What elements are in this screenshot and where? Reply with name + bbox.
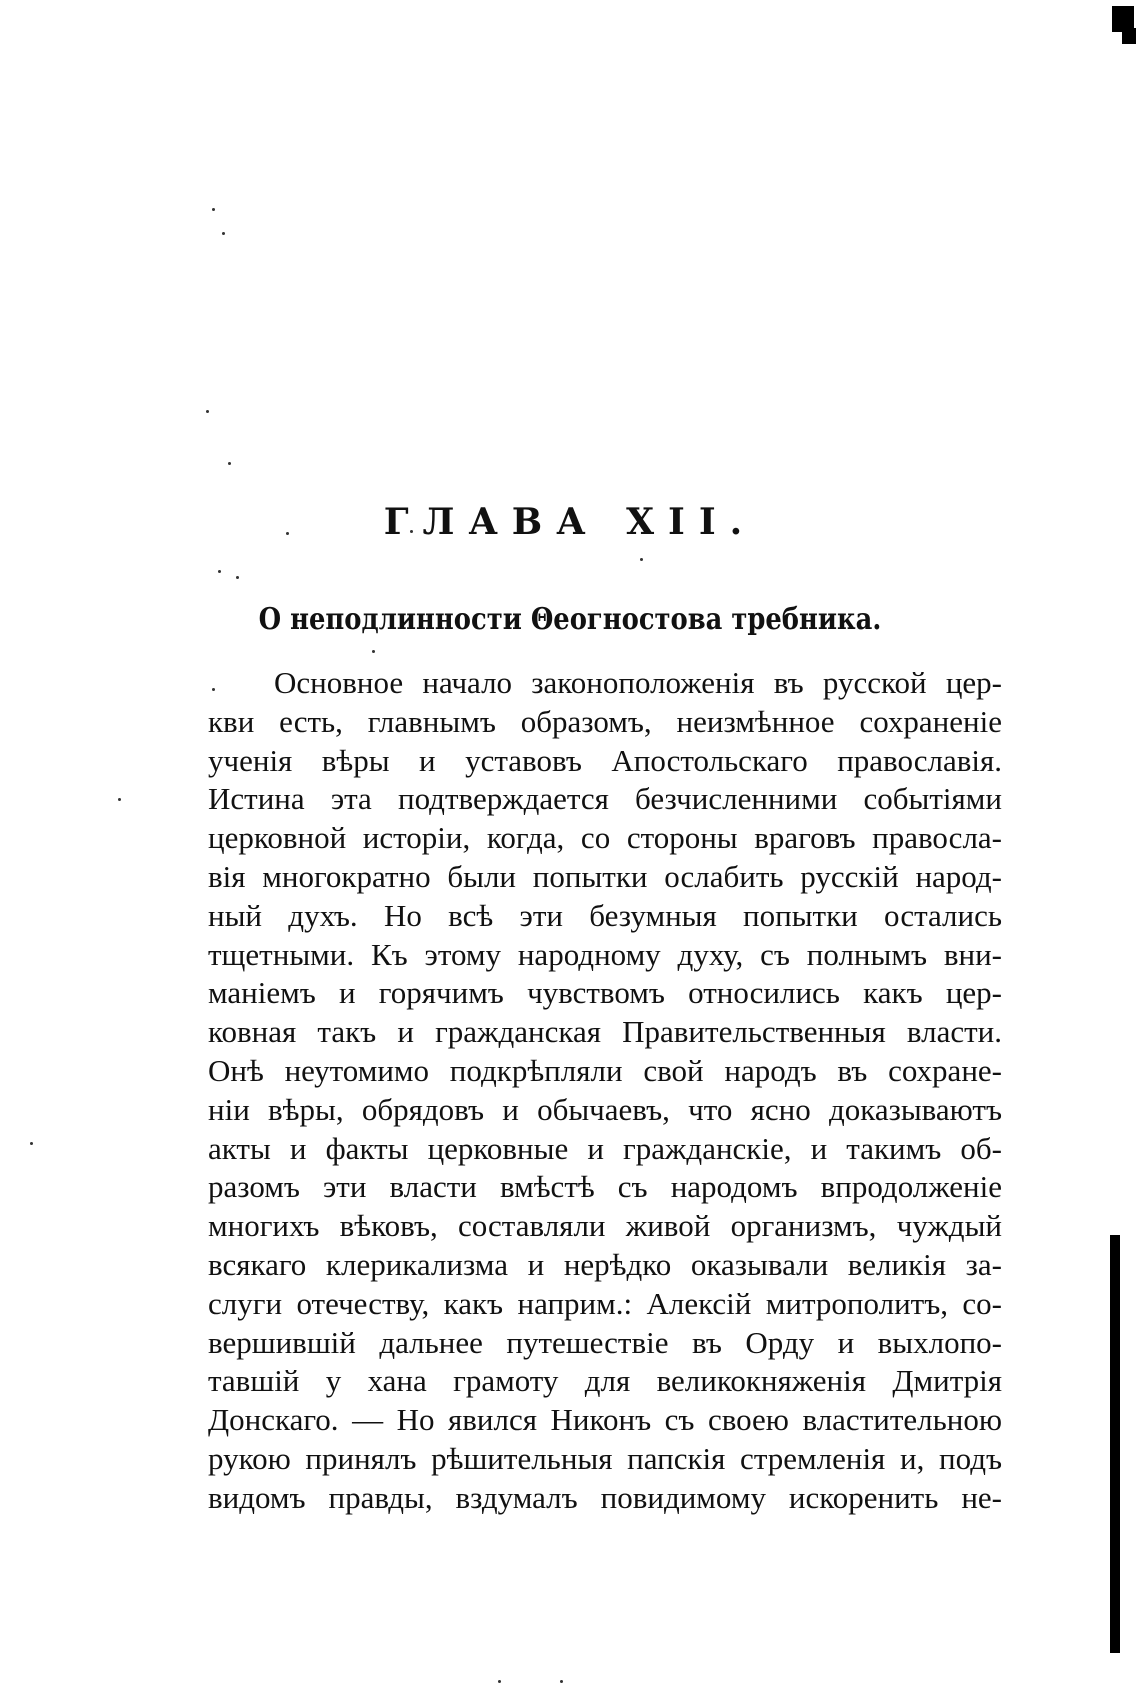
chapter-title: О неподлинности Θеогностова требника. bbox=[258, 602, 882, 637]
scan-speck bbox=[640, 558, 643, 561]
text-line: тавшій у хана грамоту для великокняженія Дмитрія bbox=[208, 1363, 1002, 1399]
text-line: акты и факты церковные и гражданскіе, и такимъ об- bbox=[208, 1130, 1002, 1166]
scan-speck bbox=[498, 1680, 501, 1683]
scan-speck bbox=[218, 570, 221, 573]
text-line: разомъ эти власти вмѣстѣ съ народомъ впродолженіе bbox=[208, 1169, 1002, 1205]
text-line: слуги отечеству, какъ наприм.: Алексій митрополитъ, со- bbox=[208, 1285, 1002, 1321]
text-line: ученія вѣры и уставовъ Апостольскаго православія. bbox=[208, 742, 1002, 778]
scan-edge-bar bbox=[1110, 1235, 1120, 1653]
text-line: ковная такъ и гражданская Правительственныя власти. bbox=[208, 1014, 1002, 1050]
scan-speck bbox=[560, 1680, 563, 1683]
scan-speck bbox=[236, 576, 239, 579]
text-line: ный духъ. Но всѣ эти безумныя попытки остались bbox=[208, 897, 1002, 933]
text-line: рукою принялъ рѣшительныя папскія стремленія и, подъ bbox=[208, 1440, 1002, 1476]
text-line: маніемъ и горячимъ чувствомъ относились какъ цер- bbox=[208, 975, 1002, 1011]
text-line: Истина эта подтверждается безчисленними событіями bbox=[208, 781, 1002, 817]
text-line: Основное начало законоположенія въ русской цер- bbox=[274, 665, 1002, 700]
text-line: кви есть, главнымъ образомъ, неизмѣнное сохраненіе bbox=[208, 703, 1002, 739]
text-line: многихъ вѣковъ, составляли живой организмъ, чуждый bbox=[208, 1208, 1002, 1244]
text-line: тщетными. Къ этому народному духу, съ полнымъ вни- bbox=[208, 936, 1002, 972]
text-line: всякаго клерикализма и нерѣдко оказывали великія за- bbox=[208, 1246, 1002, 1282]
text-line: вія многократно были попытки ослабить русскій народ- bbox=[208, 858, 1002, 894]
scan-speck bbox=[212, 208, 215, 211]
body-text bbox=[208, 664, 1002, 1518]
scan-speck bbox=[372, 650, 375, 653]
text-line: церковной исторіи, когда, со стороны враговъ правосла- bbox=[208, 820, 1002, 856]
scan-speck bbox=[228, 462, 231, 465]
text-line: Донскаго. — Но явился Никонъ съ своею властительною bbox=[208, 1402, 1002, 1438]
scan-speck bbox=[30, 1142, 33, 1145]
scan-speck bbox=[206, 410, 209, 413]
scan-speck bbox=[118, 798, 121, 801]
scan-corner-mark bbox=[1112, 6, 1134, 32]
text-line: видомъ правды, вздумалъ повидимому искоренить не- bbox=[208, 1479, 1002, 1515]
scan-speck bbox=[222, 232, 225, 235]
chapter-heading: ГЛАВА XII. bbox=[383, 501, 757, 543]
text-line: Онѣ неутомимо подкрѣпляли свой народъ въ сохране- bbox=[208, 1052, 1002, 1088]
text-line: ніи вѣры, обрядовъ и обычаевъ, что ясно доказываютъ bbox=[208, 1091, 1002, 1127]
text-line: вершившій дальнее путешествіе въ Орду и выхлопо- bbox=[208, 1324, 1002, 1360]
